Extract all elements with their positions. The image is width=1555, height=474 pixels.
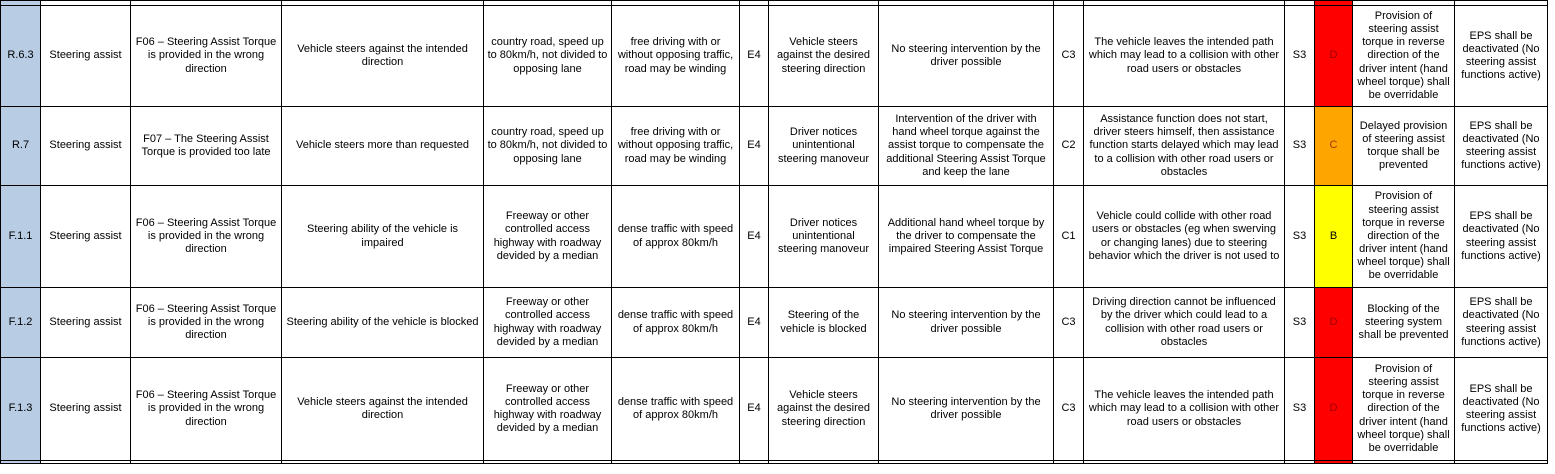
cell-function[interactable]: Steering assist <box>41 358 131 461</box>
cell-id[interactable]: F.1.2 <box>1 288 41 358</box>
cell-controllability-rating[interactable]: C1 <box>1054 186 1084 288</box>
cell-traffic-situation[interactable]: free driving with or without opposing traffic, road may be winding <box>612 6 740 107</box>
cell-exposure[interactable]: E4 <box>740 358 769 461</box>
cell-malfunction[interactable]: F07 – The Steering Assist Torque is provided too late <box>131 107 282 186</box>
cell-safety-goal <box>1353 461 1455 464</box>
cell-malfunction[interactable]: F06 – Steering Assist Torque is provided in the wrong direction <box>131 288 282 358</box>
table-row <box>1 358 1548 461</box>
cell-severity[interactable]: S3 <box>1285 358 1315 461</box>
cell-controllability-rating <box>1054 461 1084 464</box>
cell-safety-goal[interactable]: Delayed provision of steering assist torque shall be prevented <box>1353 107 1455 186</box>
cell-malfunction <box>131 461 282 464</box>
cell-consequence[interactable]: Assistance function does not start, driver steers himself, then assistance function starts delayed which may lead to a collision with other road users or obstacles <box>1084 107 1285 186</box>
cell-hazard[interactable]: Vehicle steers more than requested <box>282 107 484 186</box>
cell-traffic-situation[interactable]: dense traffic with speed of approx 80km/h <box>612 186 740 288</box>
cell-asil <box>1315 461 1353 464</box>
cell-exposure <box>740 461 769 464</box>
cell-controllability-action[interactable]: No steering intervention by the driver possible <box>879 358 1054 461</box>
cell-controllability-action <box>879 461 1054 464</box>
cell-traffic-situation <box>612 461 740 464</box>
cell-driving-situation[interactable]: Freeway or other controlled access highway with roadway devided by a median <box>484 358 612 461</box>
cell-function <box>41 461 131 464</box>
cell-id[interactable]: R.6.3 <box>1 6 41 107</box>
cell-driver-reaction[interactable]: Vehicle steers against the desired steering direction <box>769 358 879 461</box>
cell-consequence[interactable]: The vehicle leaves the intended path which may lead to a collision with other road users or obstacles <box>1084 358 1285 461</box>
cell-safe-state[interactable]: EPS shall be deactivated (No steering assist functions active) <box>1455 358 1548 461</box>
cell-function[interactable]: Steering assist <box>41 288 131 358</box>
cell-id <box>1 461 41 464</box>
cell-asil[interactable]: D <box>1315 358 1353 461</box>
cell-malfunction[interactable]: F06 – Steering Assist Torque is provided in the wrong direction <box>131 358 282 461</box>
cell-controllability-rating[interactable]: C2 <box>1054 107 1084 186</box>
cell-severity <box>1285 461 1315 464</box>
cell-safety-goal[interactable]: Provision of steering assist torque in reverse direction of the driver intent (hand wheel torque) shall be overridable <box>1353 358 1455 461</box>
cell-id[interactable]: F.1.3 <box>1 358 41 461</box>
cell-hazard[interactable]: Vehicle steers against the intended direction <box>282 358 484 461</box>
cell-controllability-rating[interactable]: C3 <box>1054 288 1084 358</box>
cell-exposure[interactable]: E4 <box>740 186 769 288</box>
cell-malfunction[interactable]: F06 – Steering Assist Torque is provided in the wrong direction <box>131 186 282 288</box>
cell-consequence[interactable]: Vehicle could collide with other road users or obstacles (eg when swerving or changing lanes) due to steering behavior which the driver is not used to <box>1084 186 1285 288</box>
cell-safe-state[interactable]: EPS shall be deactivated (No steering assist functions active) <box>1455 288 1548 358</box>
cell-function[interactable]: Steering assist <box>41 186 131 288</box>
cell-hazard[interactable]: Steering ability of the vehicle is blocked <box>282 288 484 358</box>
cell-exposure[interactable]: E4 <box>740 6 769 107</box>
cell-controllability-action[interactable]: No steering intervention by the driver possible <box>879 288 1054 358</box>
cell-driving-situation[interactable]: country road, speed up to 80km/h, not divided to opposing lane <box>484 107 612 186</box>
cell-driver-reaction <box>769 461 879 464</box>
cell-function[interactable]: Steering assist <box>41 6 131 107</box>
cell-consequence <box>1084 461 1285 464</box>
cell-driver-reaction[interactable]: Driver notices unintentional steering manoveur <box>769 107 879 186</box>
cell-controllability-rating[interactable]: C3 <box>1054 6 1084 107</box>
cell-driving-situation[interactable]: country road, speed up to 80km/h, not divided to opposing lane <box>484 6 612 107</box>
cell-safety-goal[interactable]: Provision of steering assist torque in reverse direction of the driver intent (hand wheel torque) shall be overridable <box>1353 6 1455 107</box>
partial-row-bottom <box>1 461 1548 464</box>
table-row <box>1 186 1548 288</box>
table-row <box>1 6 1548 107</box>
cell-asil[interactable]: B <box>1315 186 1353 288</box>
cell-severity[interactable]: S3 <box>1285 107 1315 186</box>
cell-asil[interactable]: D <box>1315 288 1353 358</box>
cell-severity[interactable]: S3 <box>1285 6 1315 107</box>
cell-id[interactable]: F.1.1 <box>1 186 41 288</box>
cell-hazard[interactable]: Steering ability of the vehicle is impaired <box>282 186 484 288</box>
cell-hazard[interactable]: Vehicle steers against the intended direction <box>282 6 484 107</box>
cell-driver-reaction[interactable]: Steering of the vehicle is blocked <box>769 288 879 358</box>
cell-consequence[interactable]: Driving direction cannot be influenced by the driver which could lead to a collision with other road users or obstacles <box>1084 288 1285 358</box>
cell-driving-situation <box>484 461 612 464</box>
cell-controllability-action[interactable]: Intervention of the driver with hand wheel torque against the assist torque to compensate the additional Steering Assist Torque and keep the lane <box>879 107 1054 186</box>
cell-controllability-rating[interactable]: C3 <box>1054 358 1084 461</box>
cell-driver-reaction[interactable]: Driver notices unintentional steering manoveur <box>769 186 879 288</box>
cell-severity[interactable]: S3 <box>1285 186 1315 288</box>
cell-traffic-situation[interactable]: dense traffic with speed of approx 80km/h <box>612 288 740 358</box>
cell-hazard <box>282 461 484 464</box>
cell-asil[interactable]: C <box>1315 107 1353 186</box>
cell-driving-situation[interactable]: Freeway or other controlled access highway with roadway devided by a median <box>484 288 612 358</box>
cell-safe-state[interactable]: EPS shall be deactivated (No steering assist functions active) <box>1455 107 1548 186</box>
cell-asil[interactable]: D <box>1315 6 1353 107</box>
cell-severity[interactable]: S3 <box>1285 288 1315 358</box>
cell-safety-goal[interactable]: Blocking of the steering system shall be prevented <box>1353 288 1455 358</box>
cell-consequence[interactable]: The vehicle leaves the intended path which may lead to a collision with other road users or obstacles <box>1084 6 1285 107</box>
cell-safety-goal[interactable]: Provision of steering assist torque in reverse direction of the driver intent (hand wheel torque) shall be overridable <box>1353 186 1455 288</box>
cell-traffic-situation[interactable]: free driving with or without opposing traffic, road may be winding <box>612 107 740 186</box>
cell-id[interactable]: R.7 <box>1 107 41 186</box>
cell-exposure[interactable]: E4 <box>740 107 769 186</box>
cell-controllability-action[interactable]: No steering intervention by the driver possible <box>879 6 1054 107</box>
cell-malfunction[interactable]: F06 – Steering Assist Torque is provided in the wrong direction <box>131 6 282 107</box>
table-row <box>1 107 1548 186</box>
cell-traffic-situation[interactable]: dense traffic with speed of approx 80km/h <box>612 358 740 461</box>
cell-exposure[interactable]: E4 <box>740 288 769 358</box>
cell-driver-reaction[interactable]: Vehicle steers against the desired steering direction <box>769 6 879 107</box>
cell-driving-situation[interactable]: Freeway or other controlled access highway with roadway devided by a median <box>484 186 612 288</box>
cell-function[interactable]: Steering assist <box>41 107 131 186</box>
cell-safe-state[interactable]: EPS shall be deactivated (No steering assist functions active) <box>1455 6 1548 107</box>
cell-safe-state[interactable]: EPS shall be deactivated (No steering assist functions active) <box>1455 186 1548 288</box>
cell-controllability-action[interactable]: Additional hand wheel torque by the driver to compensate the impaired Steering Assist Torque <box>879 186 1054 288</box>
table-row <box>1 288 1548 358</box>
cell-safe-state <box>1455 461 1548 464</box>
